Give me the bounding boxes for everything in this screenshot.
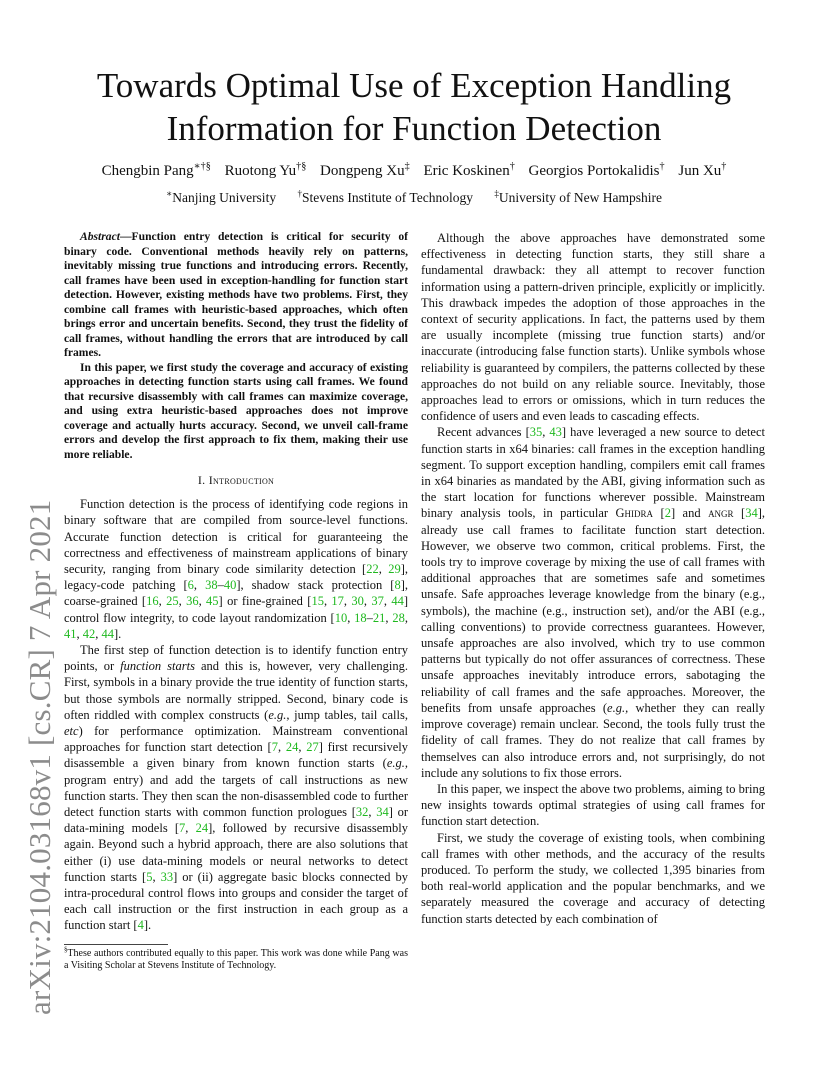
citation-link[interactable]: 40 — [223, 578, 237, 593]
citation-link[interactable]: 25 — [166, 594, 179, 609]
citation-link[interactable]: 33 — [160, 869, 174, 884]
citation-link[interactable]: 7 — [179, 821, 186, 836]
text-run: ]. — [114, 626, 122, 641]
text-run: ], coarse-grained [ — [64, 578, 408, 609]
text-run: , — [158, 594, 167, 609]
citation-link[interactable]: 41 — [64, 626, 77, 641]
emphasis-text: etc — [64, 724, 79, 739]
citation-link[interactable]: 17 — [331, 594, 344, 609]
citation-link[interactable]: 43 — [549, 425, 562, 440]
arxiv-identifier: arXiv:2104.03168v1 [cs.CR] 7 Apr 2021 — [22, 499, 57, 1015]
author-list — [40, 161, 788, 181]
citation-link[interactable]: 15 — [311, 594, 324, 609]
text-run: , — [378, 562, 389, 577]
emphasis-text: e.g., — [607, 700, 629, 715]
citation-link[interactable]: 2 — [664, 506, 671, 521]
citation-link[interactable]: 45 — [206, 594, 219, 609]
citation-link[interactable]: 38 — [205, 578, 218, 593]
body-paragraph: Although the above approaches have demonstrated some effectiveness in detecting function starts, they still share a fundamental drawback: they all attempt to recover function information using a pattern-driven principle, explicitly or implicitly. This drawback impedes the adoption of those approaches in the context of security applications. In fact, the patterns used by them are usually incomplete (missing true function starts) and/or inaccurate (introducing false function starts). Unlike symbols whose reliability is guaranteed by compilers, the patterns collected by these approaches do not build on any reliable source. Inevitably, those approaches lead to errors or omissions, which in turn reduces the confidence of users and even leads to cascading effects. — [421, 231, 765, 424]
text-run: – — [366, 610, 373, 625]
body-paragraph: In this paper, we inspect the above two problems, aiming to bring new insights towards optimal strategies of using call frames for function start detection. — [421, 781, 765, 829]
text-run: ] first recursively disassemble a given binary from known function starts ( — [64, 740, 409, 771]
text-run: ] or (ii) aggregate basic blocks connected by intra-procedural control flows into groups and consider the target of each call instruction or the first instruction in each group as a function start [ — [64, 869, 408, 933]
author: Ruotong Yu†§ — [224, 161, 307, 179]
citation-link[interactable]: 24 — [285, 740, 299, 755]
section-heading: I. Introduction — [197, 473, 275, 487]
citation-link[interactable]: 30 — [351, 594, 364, 609]
text-run: , — [277, 740, 286, 755]
emphasis-text: e.g., — [386, 756, 408, 771]
abstract-paragraph: Abstract—Function entry detection is critical for security of binary code. Conventional methods heavily rely on patterns, inevitably missing true functions and introducing errors. Recently, call frames have been used in exception-handling for function start detection. However, existing methods have two problems. First, they combine call frames with heuristic-based approaches, which often brings error and uncertain benefits. Second, they trust the fidelity of call frames, without handling the errors that are introduced by call frames. — [64, 230, 408, 359]
text-run: [ — [733, 506, 746, 521]
text-run: – — [217, 578, 224, 593]
footnote-rule — [64, 944, 168, 945]
text-run: Function detection is the process of identifying code regions in binary software that are compiled from source-level functions. Accurate function detection is critical for guaranteeing the correctness and effectiveness of mainstream applications of binary security, ranging from binary code similarity detection [ — [64, 497, 408, 577]
text-run: , — [383, 594, 392, 609]
citation-link[interactable]: 44 — [101, 626, 114, 641]
text-run: , — [198, 594, 207, 609]
citation-link[interactable]: 6 — [187, 578, 194, 593]
citation-link[interactable]: 44 — [391, 594, 404, 609]
author: Georgios Portokalidis† — [528, 161, 665, 179]
text-run: The first step of function detection is to identify function entry points, or — [64, 643, 408, 674]
text-run: , — [152, 869, 161, 884]
citation-link[interactable]: 27 — [306, 740, 319, 755]
intro-paragraph — [64, 642, 408, 934]
citation-link[interactable]: 29 — [388, 562, 401, 577]
citation-link[interactable]: 21 — [372, 610, 386, 625]
citation-link[interactable]: 34 — [745, 506, 758, 521]
title-line-1: Towards Optimal Use of Exception Handling — [96, 66, 732, 105]
affiliation-list — [40, 188, 788, 208]
text-run: program entry) and add the targets of call instructions as new function starts. They then scan the non-disassembled code to further detect function starts with common function prologues [ — [64, 772, 408, 820]
footnote: §These authors contributed equally to this paper. This work was done while Pang was a Visiting Scholar at Stevens Institute of Technology. — [64, 946, 408, 971]
citation-link[interactable]: 28 — [392, 610, 405, 625]
text-run: [ — [653, 506, 665, 521]
text-run: ] or data-mining models [ — [64, 805, 408, 836]
citation-link[interactable]: 36 — [186, 594, 199, 609]
text-run: ] or fine-grained [ — [218, 594, 312, 609]
citation-link[interactable]: 7 — [271, 740, 278, 755]
citation-link[interactable]: 10 — [334, 610, 348, 625]
text-run: , — [343, 594, 352, 609]
tool-name: angr — [708, 506, 734, 521]
text-run: , — [363, 594, 372, 609]
citation-link[interactable]: 37 — [371, 594, 384, 609]
text-run: and this is, however, very challenging. First, symbols in a binary provide the true identity of function starts, but those symbols are normally stripped. Second, binary code is often riddled with complex constructs ( — [64, 659, 408, 722]
text-run: Recent advances [ — [437, 425, 530, 440]
emphasis-text: e.g., — [268, 707, 290, 722]
abstract — [64, 230, 408, 462]
text-run: ], already use call frames to facilitate function start detection. However, we observe two common, critical problems. First, the tools try to improve coverage by mixing the use of call frames with additional approaches that are sometimes safe and sometimes unsafe. Safe approaches leverage knowledge from the binary (e.g., symbols), the machine (e.g., instruction set), and/or the ABI (e.g., calling conventions) to provide correctness guarantees. However, unsafe approaches are also involved, which try to use common patterns but typically do not offer assurances of correctness. These unsafe approaches inevitably introduce errors, sabotaging the reliability of call frames and the safe approaches. Moreover, the benefits from unsafe approaches ( — [421, 506, 765, 715]
abstract-paragraph: In this paper, we first study the coverage and accuracy of existing approaches in detecting function starts using call frames. We found that recursive disassembly with call frames can maximize coverage, and using extra heuristic-based approaches does not improve coverage and actually hurts accuracy. Second, we unveil call-frame errors and develop the first approach to fix them, making their use more reliable. — [64, 360, 408, 461]
author: Chengbin Pang∗†§ — [101, 161, 211, 179]
affiliation: ∗Nanjing University — [165, 188, 277, 205]
text-run: ) for performance optimization. Mainstream conventional approaches for function start detection [ — [64, 724, 408, 755]
text-run: ] control flow integrity, to code layout randomization [ — [64, 594, 409, 625]
author: Eric Koskinen† — [423, 161, 515, 179]
text-run: , — [95, 626, 102, 641]
text-run: , — [76, 626, 83, 641]
text-run: , — [385, 610, 393, 625]
text-run: ], legacy-code patching [ — [64, 562, 408, 593]
citation-link[interactable]: 32 — [355, 805, 369, 820]
citation-link[interactable]: 5 — [146, 869, 153, 884]
citation-link[interactable]: 22 — [366, 562, 379, 577]
text-run: ]. — [143, 918, 152, 933]
emphasis-text: function starts — [120, 659, 195, 674]
citation-link[interactable]: 8 — [394, 578, 401, 593]
text-run: , — [404, 610, 408, 625]
text-run: , — [347, 610, 355, 625]
body-paragraph: First, we study the coverage of existing tools, when combining call frames with other methods, and the accuracy of the results produced. To perform the study, we collected 1,395 binaries from both real-world application and the popular benchmarks, and we separately measured the coverage and accuracy of detecting function starts detected by each combination of — [421, 830, 765, 926]
text-run: , — [368, 805, 377, 820]
citation-link[interactable]: 16 — [146, 594, 159, 609]
abstract-label: Abstract — [80, 230, 120, 243]
text-run: , — [178, 594, 187, 609]
intro-paragraph — [64, 496, 408, 642]
text-run: , — [298, 740, 307, 755]
text-run: ], shadow stack protection [ — [236, 578, 395, 593]
citation-link[interactable]: 42 — [82, 626, 96, 641]
paper-title — [60, 64, 768, 150]
citation-link[interactable]: 34 — [376, 805, 389, 820]
citation-link[interactable]: 18 — [354, 610, 367, 625]
text-run: ] have leveraged a new source to detect function starts in x64 binaries: call frames in the exception handling segment. To support exception handling, compilers emit call frames in x64 binaries as mandated by the ABI, giving information such as the start location for functions wherever possible. Mainstream binary analysis tools, in particular — [421, 425, 765, 521]
text-run: , — [542, 425, 550, 440]
affiliation: ‡University of New Hampshire — [494, 188, 663, 205]
title-line-2: Information for Function Detection — [166, 109, 662, 148]
citation-link[interactable]: 4 — [137, 918, 144, 933]
citation-link[interactable]: 24 — [195, 821, 209, 836]
affiliation: †Stevens Institute of Technology — [297, 188, 473, 205]
left-column — [64, 230, 408, 934]
author: Dongpeng Xu‡ — [320, 161, 410, 179]
right-column — [421, 230, 765, 927]
body-paragraph — [421, 424, 765, 780]
text-run: , — [323, 594, 332, 609]
citation-link[interactable]: 35 — [529, 425, 543, 440]
text-run: jump tables, tail calls, — [289, 707, 408, 722]
text-run: ] and — [670, 506, 709, 521]
author: Jun Xu† — [678, 161, 727, 179]
text-run: , — [193, 578, 206, 593]
text-run: ], followed by recursive disassembly again. Beyond such a hybrid approach, there are also solutions that either (i) use data-mining models or neural networks to detect function starts [ — [64, 821, 408, 884]
tool-name: Ghidra — [615, 506, 654, 521]
text-run: whether they can really improve coverage) remain unclear. Second, the tools fully trust the fidelity of call frames. They do not realize that call frames by themselves can also introduce errors and, not surprisingly, do not include any solutions to fix those errors. — [421, 700, 765, 780]
text-run: , — [185, 821, 196, 836]
